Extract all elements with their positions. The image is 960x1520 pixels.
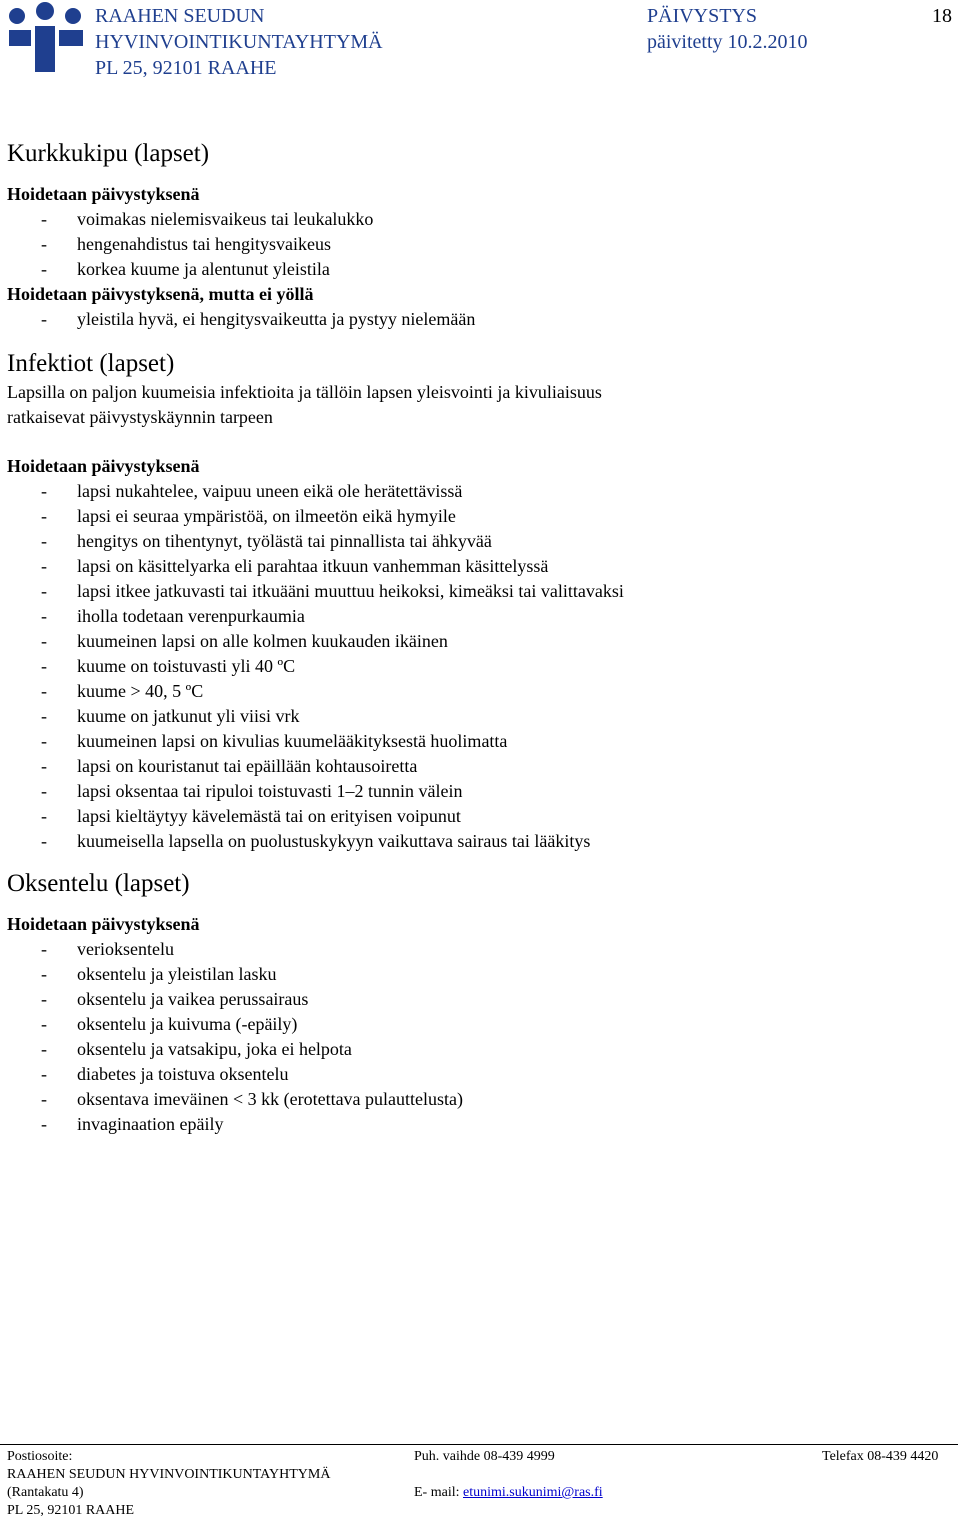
footer-contact: [414, 1448, 603, 1502]
footer-street: (Rantakatu 4): [7, 1485, 84, 1500]
list-item: - kuumeinen lapsi on kivulias kuumelääkityksestä huolimatta: [41, 731, 508, 751]
list-item: - verioksentelu: [41, 939, 174, 959]
throat-list-not-night: [7, 307, 947, 332]
org-line-2: HYVINVOINTIKUNTAYHTYMÄ: [95, 31, 383, 53]
footer-fax: Telefax 08-439 4420: [822, 1449, 939, 1464]
page-header: [0, 0, 960, 90]
list-item: - oksentava imeväinen < 3 kk (erotettava pulauttelusta): [41, 1089, 464, 1109]
list-item: - hengenahdistus tai hengitysvaikeus: [41, 234, 331, 254]
list-item: - invaginaation epäily: [41, 1114, 224, 1134]
list-item: - kuume on jatkunut yli viisi vrk: [41, 706, 300, 726]
org-line-1: RAAHEN SEUDUN: [95, 5, 265, 27]
list-item: - kuume on toistuvasti yli 40 ºC: [41, 656, 296, 676]
infections-label: Hoidetaan päivystyksenä: [7, 456, 200, 476]
updated-date: päivitetty 10.2.2010: [647, 31, 808, 53]
list-item: - lapsi oksentaa tai ripuloi toistuvasti 1–2 tunnin välein: [41, 781, 463, 801]
list-item: - oksentelu ja vatsakipu, joka ei helpota: [41, 1039, 352, 1059]
footer-email-line: E- mail: etunimi.sukunimi@ras.fi: [414, 1485, 603, 1500]
document-status: [647, 3, 808, 55]
infections-intro-2: ratkaisevat päivystyskäynnin tarpeen: [7, 407, 273, 427]
footer-divider: [0, 1444, 958, 1445]
list-item: - korkea kuume ja alentunut yleistila: [41, 259, 330, 279]
list-item: - lapsi on kouristanut tai epäillään kohtausoiretta: [41, 756, 418, 776]
list-item: - lapsi on käsittelyarka eli parahtaa itkuun vanhemman käsittelyssä: [41, 556, 549, 576]
list-item: - lapsi kieltäytyy kävelemästä tai on erityisen voipunut: [41, 806, 461, 826]
list-item: - lapsi itkee jatkuvasti tai itkuääni muuttuu heikoksi, kimeäksi tai valittavaksi: [41, 581, 624, 601]
list-item: - iholla todetaan verenpurkaumia: [41, 606, 305, 626]
list-item: - hengitys on tihentynyt, työlästä tai pinnallista tai ähkyvää: [41, 531, 492, 551]
list-item: - yleistila hyvä, ei hengitysvaikeutta ja pystyy nielemään: [41, 309, 476, 329]
footer-postal-label: Postiosoite:: [7, 1449, 73, 1464]
infections-list: [7, 479, 947, 854]
throat-label-not-night: Hoidetaan päivystyksenä, mutta ei yöllä: [7, 284, 314, 304]
list-item: - voimakas nielemisvaikeus tai leukalukko: [41, 209, 374, 229]
list-item: - oksentelu ja vaikea perussairaus: [41, 989, 309, 1009]
list-item: - kuumeinen lapsi on alle kolmen kuukauden ikäinen: [41, 631, 448, 651]
duty-title: PÄIVYSTYS: [647, 5, 758, 27]
organization-logo-icon: [5, 2, 87, 74]
vomiting-list: [7, 937, 947, 1137]
throat-label-emergency: Hoidetaan päivystyksenä: [7, 184, 200, 204]
list-item: - oksentelu ja kuivuma (-epäily): [41, 1014, 298, 1034]
infections-intro-1: Lapsilla on paljon kuumeisia infektioita ja tällöin lapsen yleisvointi ja kivuliaisuus: [7, 382, 602, 402]
footer-phone: Puh. vaihde 08-439 4999: [414, 1449, 555, 1464]
main-content: [7, 138, 947, 1137]
footer-org: RAAHEN SEUDUN HYVINVOINTIKUNTAYHTYMÄ: [7, 1467, 331, 1482]
list-item: - lapsi ei seuraa ympäristöä, on ilmeetön eikä hymyile: [41, 506, 456, 526]
list-item: - diabetes ja toistuva oksentelu: [41, 1064, 289, 1084]
organization-address: [95, 3, 383, 81]
list-item: - kuumeisella lapsella on puolustuskykyyn vaikuttava sairaus tai lääkitys: [41, 831, 591, 851]
list-item: - lapsi nukahtelee, vaipuu uneen eikä ole herätettävissä: [41, 481, 463, 501]
page-footer: [0, 1442, 960, 1519]
list-item: - kuume > 40, 5 ºC: [41, 681, 204, 701]
vomiting-label: Hoidetaan päivystyksenä: [7, 914, 200, 934]
footer-address: [7, 1448, 330, 1520]
list-item: - oksentelu ja yleistilan lasku: [41, 964, 277, 984]
throat-list-emergency: [7, 207, 947, 282]
email-link[interactable]: etunimi.sukunimi@ras.fi: [463, 1485, 603, 1500]
section-title-infections: Infektiot (lapset): [7, 350, 175, 377]
section-title-throat: Kurkkukipu (lapset): [7, 140, 210, 167]
page-number: 18: [932, 5, 952, 27]
footer-city: PL 25, 92101 RAAHE: [7, 1503, 135, 1518]
org-line-3: PL 25, 92101 RAAHE: [95, 57, 277, 79]
section-title-vomiting: Oksentelu (lapset): [7, 870, 190, 897]
